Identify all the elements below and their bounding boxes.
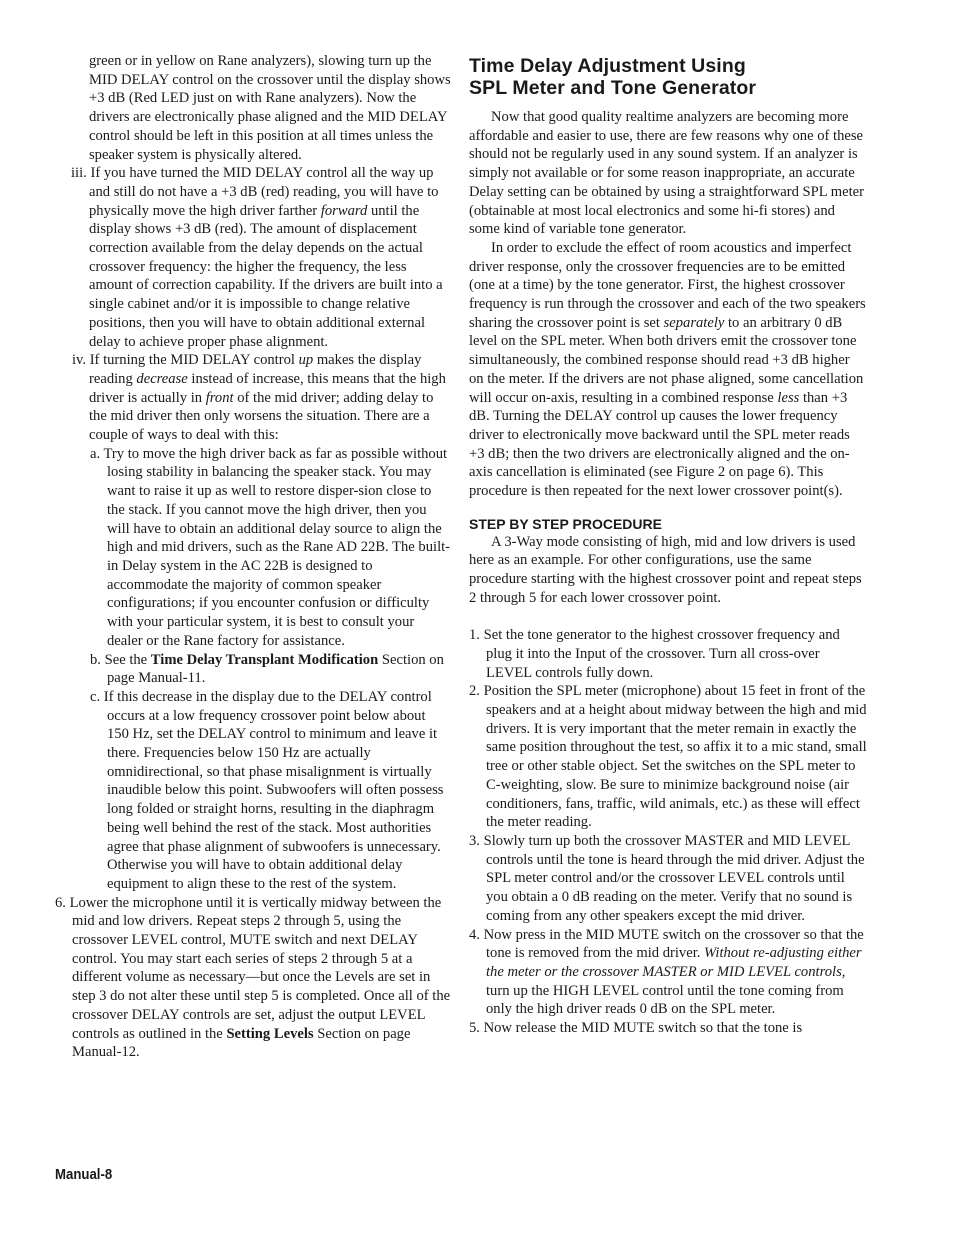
item-iii: iii. If you have turned the MID DELAY control all the way up and still do not have a +3 dB (red) reading, you will have to physically move the high driver farther forward until the display shows +3 dB (red). The amount of displacement correction available from the delay depends on the actual crossover frequency: the higher the frequency, the less amount of correction capability. If the drivers are built into a single cabinet and/or it is impossible to change relative positions, then you will have to obtain additional external delay to achieve proper phase alignment. [71, 165, 443, 350]
item-b: b. See the Time Delay Transplant Modification Section on page Manual-11. [90, 651, 444, 687]
method-paragraph: In order to exclude the effect of room acoustics and imperfect driver response, only the crossover frequencies are to be emitted (one at a time) by the tone generator. First, the highest crossover frequency is run through the crossover and each of the two speakers sharing the crossover point is set separately to an arbitrary 0 dB level on the SPL meter. When both drivers emit the crossover tone simultaneously, the combined response should read +3 dB higher on the meter. If the drivers are not phase aligned, some cancellation will occur on-axis, resulting in a combined response less than +3 dB. Turning the DELAY control up causes the lower frequency driver to electronically move backward until the SPL meter reads +3 dB; then the two drivers are electronically aligned and the on-axis cancellation is eliminated (see Figure 2 on page 6). This procedure is then repeated for the next lower crossover point(s). [469, 239, 866, 500]
item-iv: iv. If turning the MID DELAY control up makes the display reading decrease instead of increase, this means that the high driver is actually in front of the mid driver; adding delay to the mid driver then only worsens the situation. There are a couple of ways to deal with this: [72, 352, 446, 444]
step-4: 4. Now press in the MID MUTE switch on the crossover so that the tone is removed from the mid driver. Without re-adjusting either the meter or the crossover MASTER or MID LEVEL controls, turn up the HIGH LEVEL control until the tone coming from only the high driver reads 0 dB on the SPL meter. [469, 926, 864, 1018]
page-number: Manual-8 [55, 1166, 113, 1183]
left-column [55, 52, 451, 1062]
right-column [469, 52, 867, 1038]
step-5: 5. Now release the MID MUTE switch so that the tone is [469, 1020, 803, 1037]
intro-paragraph: Now that good quality realtime analyzers are becoming more affordable and easier to use, there are few reasons why one of these should not be regularly used in any sound system. If an analyzer is simply not available or for some reason inappropriate, an accurate Delay setting can be obtained by using a straightforward SPL meter (obtainable at most local electronics and some hi-fi stores) and some kind of variable tone generator. [469, 109, 865, 238]
step-3: 3. Slowly turn up both the crossover MASTER and MID LEVEL controls until the tone is heard through the mid driver. Adjust the SPL meter control and/or the crossover LEVEL controls until you obtain a 0 dB reading on the meter. Verify that no sound is coming from any other speakers except the mid driver. [469, 833, 865, 924]
step-6: 6. Lower the microphone until it is vertically midway between the mid and low drivers. Repeat steps 2 through 5, using the crossover LEVEL control, MUTE switch and next DELAY control. You may start each series of steps 2 through 5 at a different volume as necessary—but once the Levels are set in step 3 do not alter these until step 5 is completed. Once all of the crossover DELAY controls are set, adjust the output LEVEL controls as outlined in the Setting Levels Section on page Manual-12. [55, 894, 451, 1061]
procedure-intro: A 3-Way mode consisting of high, mid and low drivers is used here as an example. For other configurations, use the same procedure starting with the highest crossover point and repeat steps 2 through 5 for each lower crossover point. [469, 533, 862, 606]
item-c: c. If this decrease in the display due to the DELAY control occurs at a low frequency crossover point below about 150 Hz, set the DELAY control to minimum and leave it there. Frequencies below 150 Hz are actually omnidirectional, so that phase misalignment is virtually inaudible below this point. Subwoofers will often possess long folded or straight horns, resulting in the diaphragm being well behind the rest of the stack. Most authorities agree that phase alignment of subwoofers is unnecessary. Otherwise you will have to obtain additional delay equipment to align these to the rest of the system. [90, 688, 444, 892]
procedure-heading: STEP BY STEP PROCEDURE [469, 515, 662, 532]
item-a: a. Try to move the high driver back as far as possible without losing stability in balancing the speaker stack. You may want to raise it up as well to restore disper-sion close to the stack. If you cannot move the high driver, then you will have to obtain an additional delay source to align the high and mid drivers, such as the Rane AD 22B. The built-in Delay system in the AC 22B is designed to accommodate the majority of common speaker configurations; if you encounter confusion or difficulty with your particular system, it is best to consult your dealer or the Rane factory for assistance. [90, 445, 451, 649]
section-heading: Time Delay Adjustment Using SPL Meter and Tone Generator [469, 55, 757, 99]
step-2: 2. Position the SPL meter (microphone) about 15 feet in front of the speakers and at a height about midway between the high and mid drivers. It is very important that the meter remain in exactly the same position throughout the test, so affix it to a mic stand, small tree or other stable object. Set the switches on the SPL meter to C-weighting, slow. Be sure to minimize background noise (air conditioners, fans, traffic, wild animals, etc.) as these will effect the meter reading. [469, 683, 867, 831]
step-1: 1. Set the tone generator to the highest crossover frequency and plug it into the Input of the crossover. Turn all cross-over LEVEL controls fully down. [469, 627, 840, 681]
paragraph-continuation: green or in yellow on Rane analyzers), slowing turn up the MID DELAY control on the crossover until the display shows +3 dB (Red LED just on with Rane analyzers). Now the drivers are electronically phase aligned and the MID DELAY control should be left in this position at all times unless the speaker system is physically altered. [89, 53, 451, 163]
